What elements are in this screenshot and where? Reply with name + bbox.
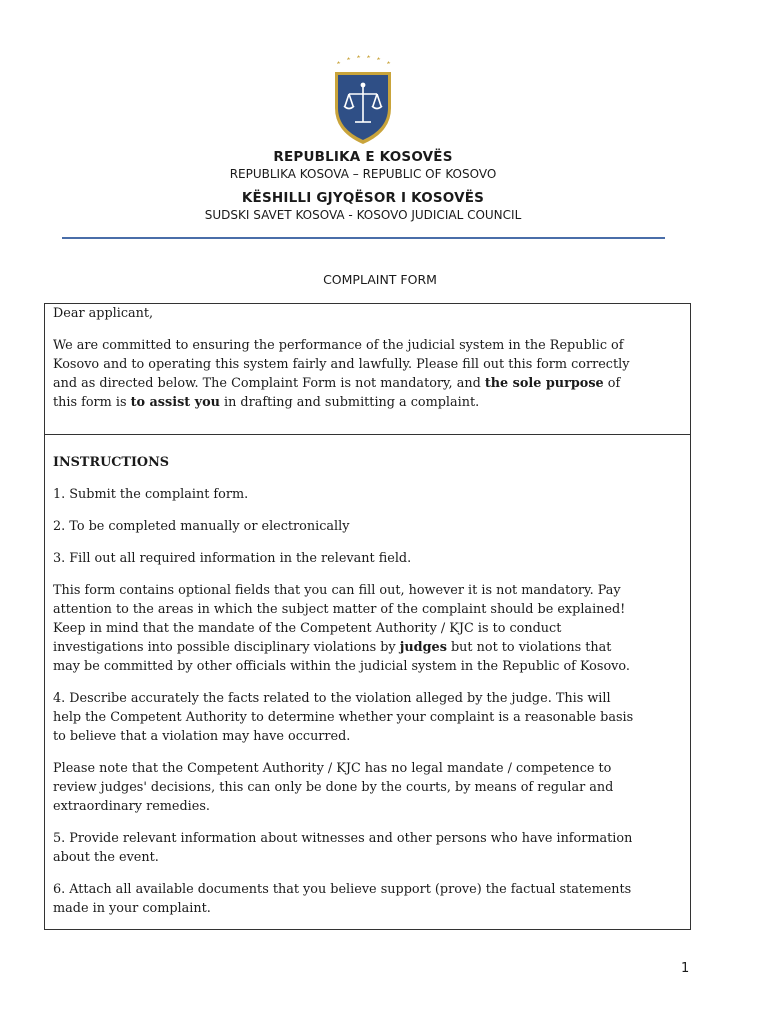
page-number: 1 (681, 961, 690, 976)
kosovo-judicial-council-emblem-icon (327, 52, 399, 146)
intro-box (44, 303, 691, 435)
instruction-item-4: 4. Describe accurately the facts related to the violation alleged by the judge. This will help the Competent Authority to determine whether your complaint is a reasonable basis to believe that a violation may have occurred. (53, 691, 634, 744)
note-paragraph: Please note that the Competent Authority / KJC has no legal mandate / competence to review judges' decisions, this can only be done by the courts, by means of regular and extraordinary remedies. (53, 761, 614, 814)
header-council-serbian-english: SUDSKI SAVET KOSOVA - KOSOVO JUDICIAL COUNCIL (204, 208, 522, 222)
instruction-item-5: 5. Provide relevant information about witnesses and other persons who have information about the event. (53, 831, 633, 865)
header-council-albanian: KËSHILLI GJYQËSOR I KOSOVËS (241, 190, 485, 206)
header-divider (62, 237, 665, 239)
instructions-box (44, 434, 691, 930)
instruction-item-2: 2. To be completed manually or electronically (53, 519, 350, 534)
header-republic-serbian-english: REPUBLIKA KOSOVA – REPUBLIC OF KOSOVO (229, 167, 497, 181)
form-title: COMPLAINT FORM (323, 272, 437, 287)
header-republic-albanian: REPUBLIKA E KOSOVËS (273, 149, 453, 165)
intro-line: We are committed to ensuring the performance of the judicial system in the Republic of (53, 338, 624, 353)
intro-line: and as directed below. The Complaint Form is not mandatory, and the sole purpose of (53, 376, 621, 391)
salutation: Dear applicant, (53, 306, 154, 321)
emphasis-assist-you: to assist you (130, 395, 220, 410)
emphasis-sole-purpose: the sole purpose (484, 376, 604, 391)
intro-paragraph (53, 336, 682, 412)
intro-line: Kosovo and to operating this system fairly and lawfully. Please fill out this form correctly (53, 357, 630, 372)
instruction-item-3: 3. Fill out all required information in the relevant field. (53, 551, 412, 566)
emphasis-judges: judges (399, 640, 447, 655)
optional-fields-paragraph: This form contains optional fields that you can fill out, however it is not mandatory. Pay attention to the areas in which the subject matter of the complaint should be explained! Keep in mind that the mandate of the Competent Authority / KJC is to conduct investigations into possible disciplinary violations by judges but not to violations that may be committed by other officials within the judicial system in the Republic of Kosovo. (53, 583, 630, 674)
intro-line: this form is to assist you in drafting and submitting a complaint. (53, 395, 480, 410)
instructions-heading: INSTRUCTIONS (53, 455, 170, 470)
instruction-item-6: 6. Attach all available documents that you believe support (prove) the factual statements made in your complaint. (53, 882, 632, 916)
instruction-item-1: 1. Submit the complaint form. (53, 487, 249, 502)
